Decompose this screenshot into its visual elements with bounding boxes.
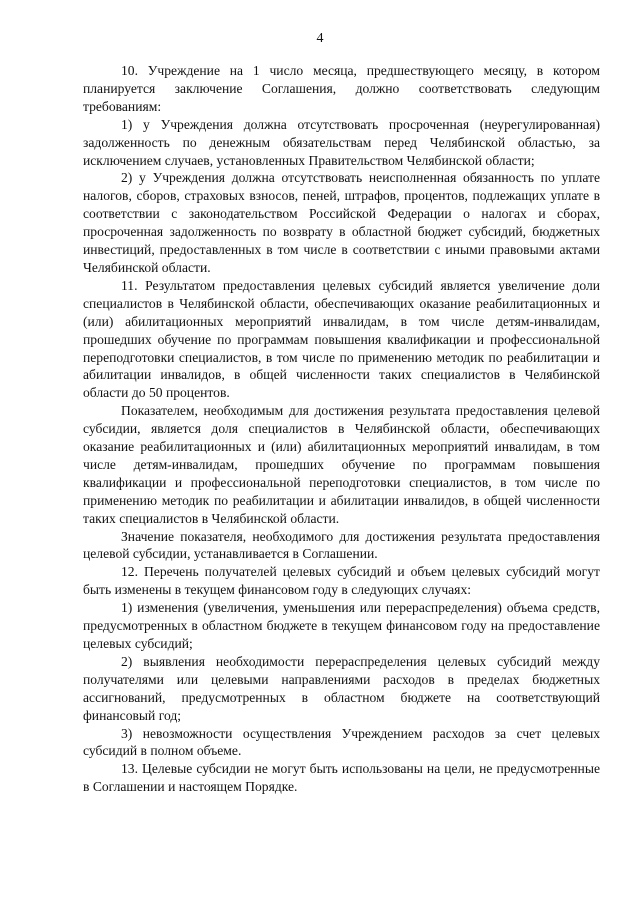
paragraph-10-item-2: 2) у Учреждения должна отсутствовать неисполненная обязанность по уплате налогов, сборов, страховых взносов, пеней, штрафов, процентов, подлежащих уплате в соответствии с законодательством Российской Федерации о налогах и сборах, просроченная задолженность по возврату в областной бюджет субсидий, бюджетных инвестиций, предоставленных в том числе в соответствии с иными правовыми актами Челябинской области. [83, 170, 600, 275]
paragraph-13-restriction: 13. Целевые субсидии не могут быть использованы на цели, не предусмотренные в Соглашении и настоящем Порядке. [83, 761, 600, 795]
page-number: 4 [316, 31, 324, 46]
paragraph-11-result: 11. Результатом предоставления целевых субсидий является увеличение доли специалистов в Челябинской области, обеспечивающих оказание реабилитационных и (или) абилитационных мероприятий инвалидам, в том числе детям-инвалидам, прошедших обучение по программам повышения квалификации и профессиональной переподготовки специалистов, в том числе по применению методик по реабилитации и абилитации инвалидов, в общей численности таких специалистов в Челябинской области до 50 процентов. [83, 277, 600, 401]
paragraph-12-changes: 12. Перечень получателей целевых субсидий и объем целевых субсидий могут быть изменены в текущем финансовом году в следующих случаях: [83, 564, 600, 598]
paragraph-12-item-2: 2) выявления необходимости перераспределения целевых субсидий между получателями или целевыми направлениями расходов в пределах бюджетных ассигнований, предусмотренных в областном бюджете на соответствующий финансовый год; [83, 653, 600, 723]
paragraph-12-item-1: 1) изменения (увеличения, уменьшения или перераспределения) объема средств, предусмотренных в областном бюджете в текущем финансовом году на предоставление целевых субсидий; [83, 600, 600, 651]
paragraph-10-item-1: 1) у Учреждения должна отсутствовать просроченная (неурегулированная) задолженность по денежным обязательствам перед Челябинской областью, за исключением случаев, установленных Правительством Челябинской области; [83, 116, 600, 168]
paragraph-indicator: Показателем, необходимым для достижения результата предоставления целевой субсидии, является доля специалистов в Челябинской области, обеспечивающих оказание реабилитационных и (или) абилитационных мероприятий инвалидам, в том числе детям-инвалидам, прошедших обучение по программам повышения квалификации и профессиональной переподготовки специалистов, в том числе по применению методик по реабилитации и абилитации инвалидов, в общей численности таких специалистов в Челябинской области. [83, 403, 600, 526]
document-body [83, 62, 600, 796]
paragraph-10-requirements: 10. Учреждение на 1 число месяца, предшествующего месяцу, в котором планируется заключение Соглашения, должно соответствовать следующим требованиям: [83, 63, 600, 114]
paragraph-indicator-value: Значение показателя, необходимого для достижения результата предоставления целевой субсидии, устанавливается в Соглашении. [83, 528, 600, 562]
paragraph-12-item-3: 3) невозможности осуществления Учреждением расходов за счет целевых субсидий в полном объеме. [83, 725, 600, 759]
